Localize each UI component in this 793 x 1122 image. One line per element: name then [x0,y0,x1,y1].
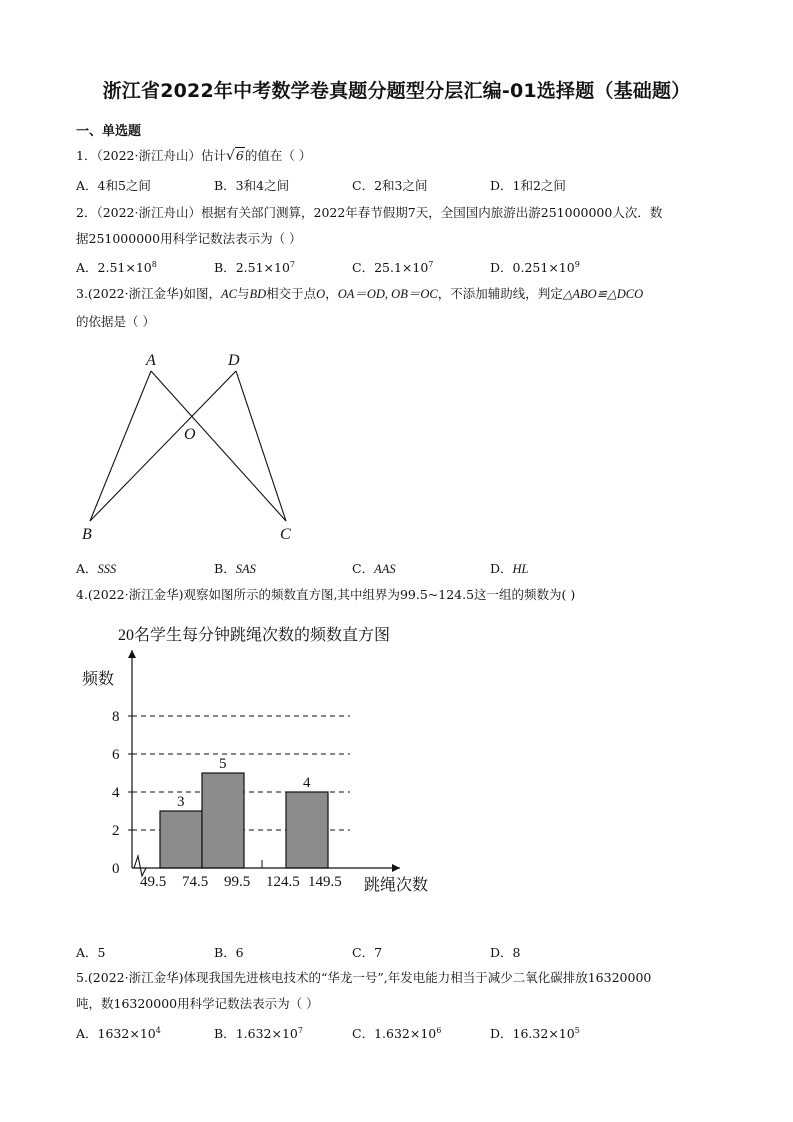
q1-option-c[interactable]: C．2和3之间 [352,178,428,193]
x-tick-label-4: 124.5 [266,874,300,890]
point-label-c: C [280,526,291,543]
chart-y-axis-label: 频数 [82,671,115,688]
x-tick-label-3: 99.5 [224,874,251,890]
q2-option-b[interactable]: B．$2.51\times 10^7$ [214,259,295,275]
q5-option-c[interactable]: C．$1.632\times 10^6$ [352,1025,442,1041]
q1-radicand: 6 [235,148,244,163]
histogram-bar-1 [160,811,202,868]
x-tick-label-2: 74.5 [182,874,209,890]
chart-x-axis-label: 跳绳次数 [364,877,429,894]
question-2-line-2: 据251000000用科学记数法表示为（ ） [76,231,302,246]
x-tick-label-1: 49.5 [140,874,167,890]
q1-stem-post: 的值在（ ） [244,148,312,163]
point-label-b: B [82,526,92,543]
question-3-line-1: 3.(2022·浙江金华)如图，AC与BD相交于点O，OA＝OD, OB＝OC，不添加辅助线，判定△ABO≌△DCO [76,286,644,301]
q1-option-b[interactable]: B．3和4之间 [214,178,290,193]
q2-option-d[interactable]: D．$0.251\times 10^9$ [490,259,580,275]
x-axis-arrow [392,864,400,872]
question-4: 4.(2022·浙江金华)观察如图所示的频数直方图,其中组界为99.5~124.5这一组的频数为( ) [76,587,576,602]
q5-option-d[interactable]: D．$16.32\times 10^5$ [490,1025,580,1041]
page-title: 浙江省2022年中考数学卷真题分题型分层汇编-01选择题（基础题） [102,80,691,102]
q2-option-a[interactable]: A．$2.51\times 10^8$ [76,259,157,275]
segment-dc [236,371,286,521]
question-2-line-1: 2．（2022·浙江舟山）根据有关部门测算，2022年春节假期7天，全国国内旅游出游251000000人次．数 [76,205,663,220]
q4-option-a[interactable]: A．5 [76,945,106,960]
q4-option-d[interactable]: D．8 [490,945,521,960]
q2-option-c[interactable]: C．$25.1\times 10^7$ [352,259,434,275]
histogram-bar-4 [286,792,328,868]
section-heading: 一、单选题 [76,124,142,139]
q3-option-b[interactable]: B．SAS [214,561,256,576]
q1-stem-pre: 1．（2022·浙江舟山）估计 [76,148,226,163]
segment-db [90,371,236,521]
segment-ab [90,371,151,521]
point-label-a: A [146,352,156,369]
y-tick-label-6: 6 [112,747,120,763]
bar-data-label-4: 4 [303,775,311,791]
point-label-d: D [228,352,240,369]
segment-ac [151,371,286,521]
y-axis-arrow [128,650,136,658]
q3-option-a[interactable]: A．SSS [76,561,117,576]
q3-option-d[interactable]: D．HL [490,561,529,576]
histogram-chart [70,620,450,910]
x-tick-label-5: 149.5 [308,874,342,890]
bar-data-label-2: 5 [219,756,227,772]
point-label-o: O [184,426,196,443]
bar-data-label-1: 3 [177,794,185,810]
q4-option-b[interactable]: B．6 [214,945,244,960]
q4-option-c[interactable]: C．7 [352,945,383,960]
y-tick-label-8: 8 [112,709,120,725]
question-5-line-2: 吨，数16320000用科学记数法表示为（ ） [76,996,319,1011]
histogram-bar-2 [202,773,244,868]
axis-break-mark [134,856,146,876]
q5-option-b[interactable]: B．$1.632\times 10^7$ [214,1025,303,1041]
sqrt-sign: √ [226,148,235,164]
y-tick-label-4: 4 [112,785,120,801]
q3-option-c[interactable]: C．AAS [352,561,396,576]
question-1 [76,146,311,166]
question-5-line-1: 5.(2022·浙江金华)体现我国先进核电技术的“华龙一号”,年发电能力相当于减少二氧化碳排放16320000 [76,970,652,985]
y-tick-label-2: 2 [112,823,120,839]
q5-option-a[interactable]: A．$1632\times 10^4$ [76,1025,161,1041]
question-3-line-2: 的依据是（ ） [76,314,155,329]
q1-option-a[interactable]: A．4和5之间 [76,178,151,193]
y-tick-label-0: 0 [112,861,120,877]
geometry-figure [76,345,316,545]
q1-option-d[interactable]: D．1和2之间 [490,178,566,193]
chart-title: 20名学生每分钟跳绳次数的频数直方图 [118,627,391,644]
